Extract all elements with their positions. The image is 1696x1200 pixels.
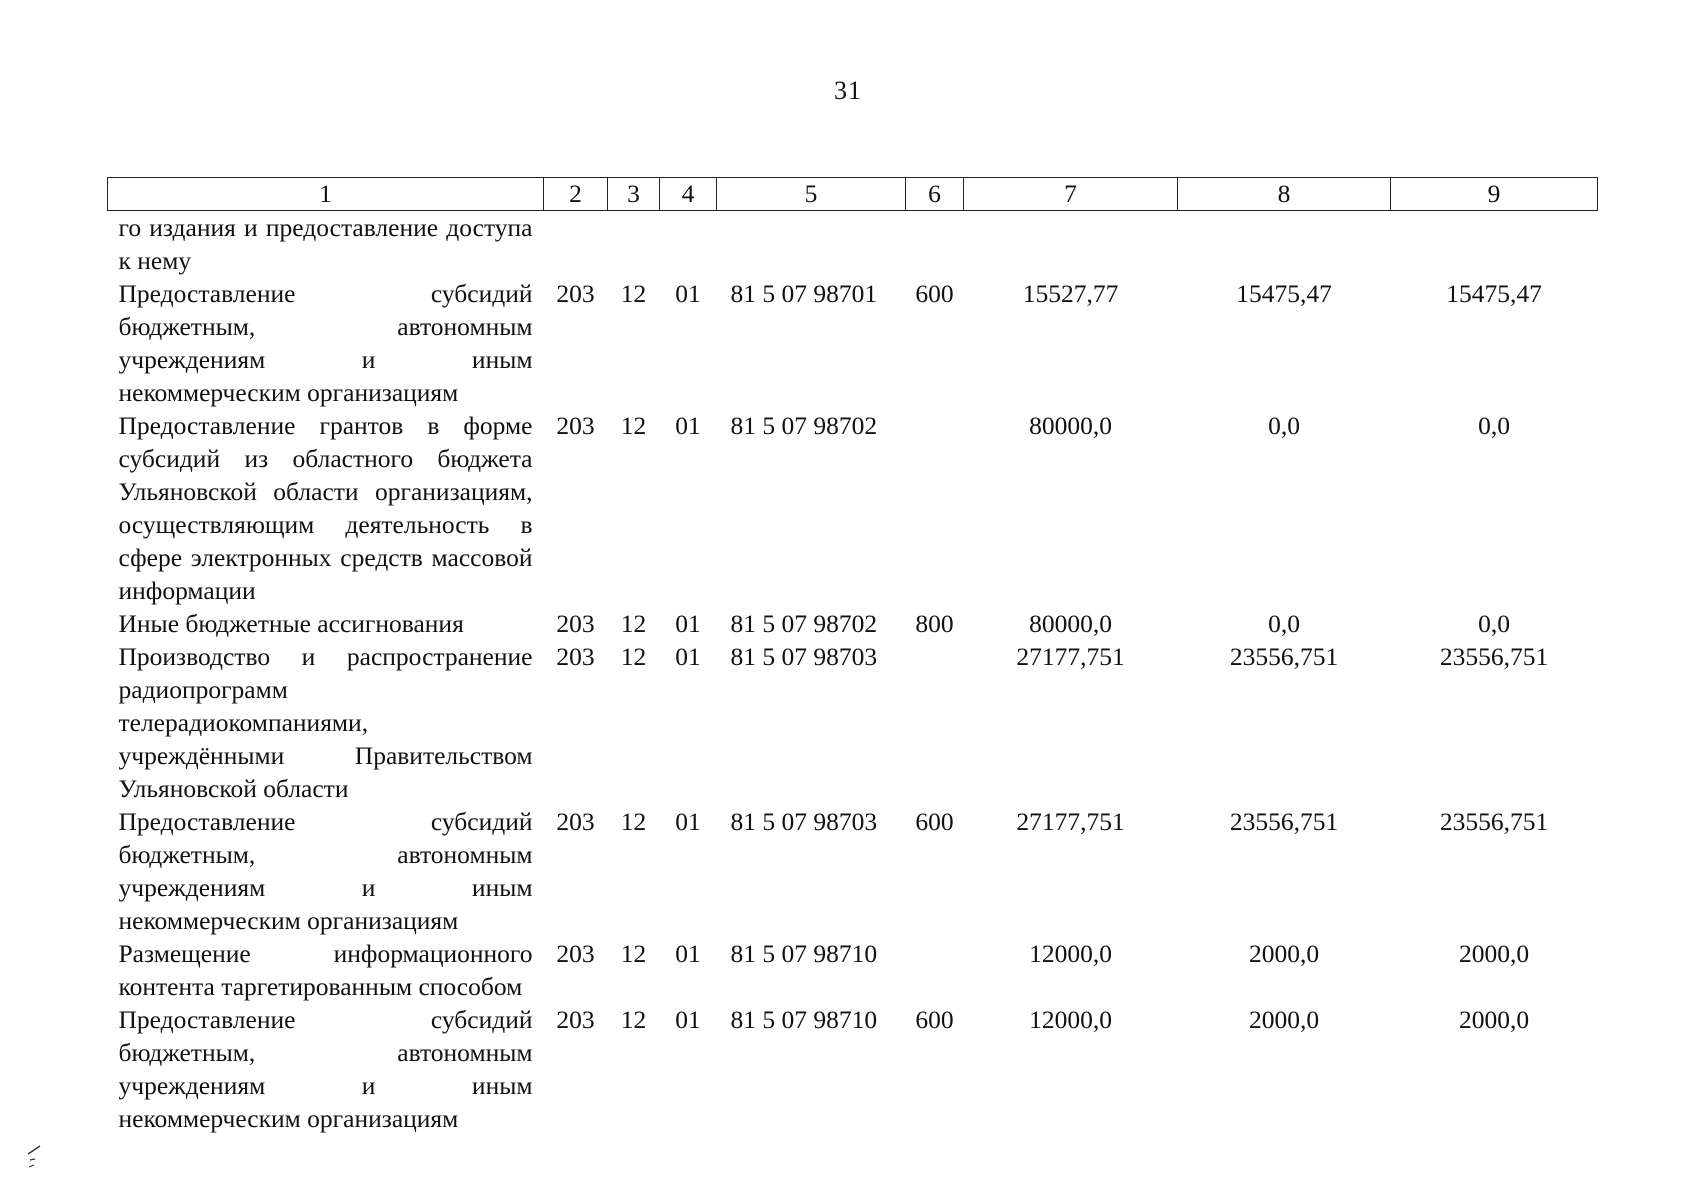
- code-column-2: 203: [556, 279, 595, 308]
- expense-type-code: 600: [915, 807, 954, 836]
- table-row: [108, 1003, 1598, 1135]
- code-column-2: [544, 211, 608, 278]
- amount-column-9: [1391, 211, 1598, 278]
- target-article-code: 81 5 07 98710: [730, 939, 878, 968]
- code-column-3: 12: [620, 279, 647, 308]
- target-article-code: 81 5 07 98702: [730, 609, 878, 638]
- page-number: 31: [834, 76, 862, 105]
- amount-column-7: 15527,77: [1022, 279, 1119, 308]
- target-article-code: 81 5 07 98702: [730, 411, 878, 440]
- budget-table: [107, 177, 1598, 1135]
- amount-column-7: 27177,751: [1016, 642, 1125, 671]
- scan-mark-icon: [26, 1142, 42, 1172]
- expense-type-code: 600: [915, 1005, 954, 1034]
- code-column-2: 203: [556, 1005, 595, 1034]
- amount-column-7: 80000,0: [1029, 609, 1112, 638]
- column-header-7: 7: [964, 178, 1178, 211]
- expense-type-code: [906, 937, 964, 1003]
- item-name: Производство и распространение радиопрограмм телерадиокомпаниями, учреждёнными Правительством Ульяновской области: [118, 642, 533, 803]
- column-header-9: 9: [1391, 178, 1598, 211]
- table-body: [108, 211, 1598, 1136]
- column-header-1: 1: [108, 178, 544, 211]
- header-row: [108, 178, 1598, 211]
- target-article-code: 81 5 07 98703: [730, 642, 878, 671]
- code-column-4: 01: [675, 1005, 701, 1034]
- code-column-4: 01: [675, 642, 701, 671]
- target-article-code: 81 5 07 98710: [730, 1005, 878, 1034]
- amount-column-7: [964, 211, 1178, 278]
- item-name: Предоставление субсидий бюджетным, автономным учреждениям и иным некоммерческим организациям: [118, 1005, 533, 1133]
- amount-column-7: 80000,0: [1029, 411, 1112, 440]
- table-row: [108, 607, 1598, 640]
- code-column-2: 203: [556, 411, 595, 440]
- item-name: го издания и предоставление доступа к нему: [118, 213, 533, 275]
- amount-column-8: 2000,0: [1248, 939, 1320, 968]
- code-column-4: 01: [675, 609, 701, 638]
- amount-column-8: 0,0: [1268, 411, 1300, 440]
- amount-column-9: 0,0: [1478, 609, 1510, 638]
- expense-type-code: [906, 211, 964, 278]
- table-header: [108, 178, 1598, 211]
- column-header-8: 8: [1178, 178, 1391, 211]
- column-header-4: 4: [660, 178, 717, 211]
- code-column-3: 12: [620, 609, 647, 638]
- amount-column-9: 23556,751: [1439, 807, 1549, 836]
- code-column-2: 203: [556, 807, 595, 836]
- target-article-code: 81 5 07 98701: [730, 279, 878, 308]
- column-header-5: 5: [717, 178, 906, 211]
- code-column-3: 12: [620, 939, 647, 968]
- column-header-3: 3: [608, 178, 660, 211]
- code-column-2: 203: [556, 609, 595, 638]
- column-header-6: 6: [906, 178, 964, 211]
- code-column-3: 12: [620, 411, 647, 440]
- table-row: [108, 409, 1598, 607]
- item-name: Предоставление грантов в форме субсидий из областного бюджета Ульяновской области организациям, осуществляющим деятельность в сфере электронных средств массовой информации: [118, 411, 533, 605]
- code-column-3: 12: [620, 642, 647, 671]
- item-name: Предоставление субсидий бюджетным, автономным учреждениям и иным некоммерческим организациям: [118, 279, 533, 407]
- amount-column-8: 0,0: [1268, 609, 1300, 638]
- item-name: Иные бюджетные ассигнования: [118, 609, 464, 638]
- code-column-2: 203: [556, 939, 595, 968]
- table-row: [108, 640, 1598, 805]
- amount-column-7: 12000,0: [1029, 1005, 1112, 1034]
- amount-column-8: 15475,47: [1236, 279, 1332, 308]
- code-column-4: 01: [675, 807, 701, 836]
- code-column-3: [608, 211, 660, 278]
- expense-type-code: [906, 409, 964, 607]
- amount-column-8: 23556,751: [1229, 642, 1339, 671]
- expense-type-code: 800: [915, 609, 954, 638]
- amount-column-8: 2000,0: [1248, 1005, 1320, 1034]
- target-article-code: 81 5 07 98703: [730, 807, 878, 836]
- code-column-4: [660, 211, 717, 278]
- table-row: [108, 937, 1598, 1003]
- expense-type-code: [906, 640, 964, 805]
- amount-column-9: 2000,0: [1458, 1005, 1530, 1034]
- table-row: [108, 805, 1598, 937]
- amount-column-8: [1178, 211, 1391, 278]
- amount-column-9: 15475,47: [1446, 279, 1542, 308]
- target-article-code: [717, 211, 906, 278]
- amount-column-9: 0,0: [1478, 411, 1510, 440]
- code-column-3: 12: [620, 807, 647, 836]
- code-column-2: 203: [556, 642, 595, 671]
- expense-type-code: 600: [915, 279, 954, 308]
- table-row: [108, 211, 1598, 278]
- item-name: Размещение информационного контента таргетированным способом: [118, 939, 533, 1001]
- amount-column-8: 23556,751: [1229, 807, 1339, 836]
- amount-column-7: 27177,751: [1016, 807, 1125, 836]
- code-column-4: 01: [675, 411, 701, 440]
- table-row: [108, 277, 1598, 409]
- code-column-4: 01: [675, 279, 701, 308]
- amount-column-9: 2000,0: [1458, 939, 1530, 968]
- amount-column-9: 23556,751: [1439, 642, 1549, 671]
- column-header-2: 2: [544, 178, 608, 211]
- code-column-3: 12: [620, 1005, 647, 1034]
- item-name: Предоставление субсидий бюджетным, автономным учреждениям и иным некоммерческим организациям: [118, 807, 533, 935]
- code-column-4: 01: [675, 939, 701, 968]
- amount-column-7: 12000,0: [1029, 939, 1112, 968]
